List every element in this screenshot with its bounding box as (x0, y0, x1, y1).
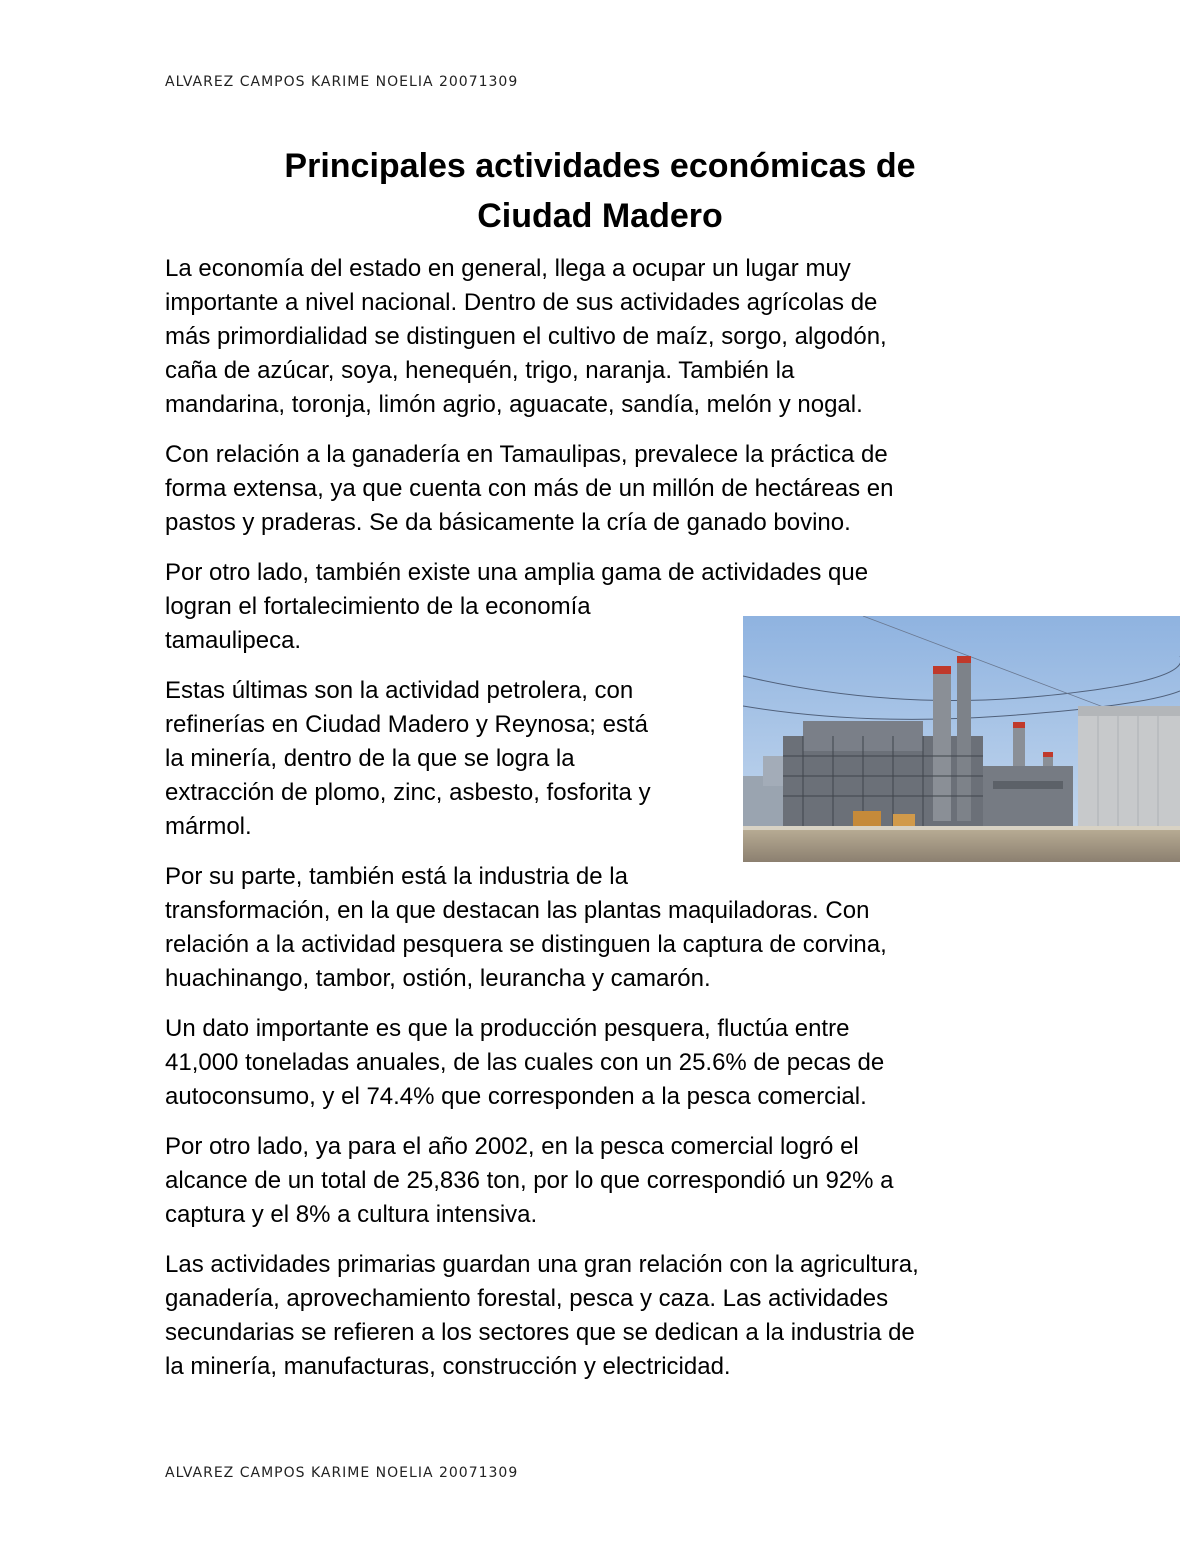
text-line: Con relación a la ganadería en Tamaulipas, prevalece la práctica de (165, 441, 888, 468)
text-line: mármol. (165, 813, 252, 840)
text-line: caña de azúcar, soya, henequén, trigo, naranja. También la (165, 357, 795, 384)
text-line: más primordialidad se distinguen el cultivo de maíz, sorgo, algodón, (165, 323, 887, 350)
paragraph-fishing-production (165, 1012, 1065, 1114)
text-line: refinerías en Ciudad Madero y Reynosa; está (165, 711, 648, 738)
text-line: importante a nivel nacional. Dentro de sus actividades agrícolas de (165, 289, 878, 316)
text-line: transformación, en la que destacan las plantas maquiladoras. Con (165, 897, 870, 924)
text-line: secundarias se refieren a los sectores que se dedican a la industria de (165, 1319, 915, 1346)
text-line: relación a la actividad pesquera se distinguen la captura de corvina, (165, 931, 887, 958)
text-line: pastos y praderas. Se da básicamente la cría de ganado bovino. (165, 509, 851, 536)
text-line: ganadería, aprovechamiento forestal, pesca y caza. Las actividades (165, 1285, 889, 1312)
text-line: tamaulipeca. (165, 627, 302, 654)
document-title (140, 141, 1060, 241)
title-line-2: Ciudad Madero (477, 197, 723, 235)
text-line: Por su parte, también está la industria de la (165, 863, 628, 890)
text-line: captura y el 8% a cultura intensiva. (165, 1201, 538, 1228)
text-line: Un dato importante es que la producción pesquera, fluctúa entre (165, 1015, 850, 1042)
text-line: La economía del estado en general, llega a ocupar un lugar muy (165, 255, 851, 282)
paragraph-commercial-fishing-2002 (165, 1130, 1065, 1232)
paragraph-sectors (165, 1248, 1065, 1384)
page-footer: ALVAREZ CAMPOS KARIME NOELIA 20071309 (165, 1465, 519, 1481)
text-line: logran el fortalecimiento de la economía (165, 593, 591, 620)
refinery-photo (743, 616, 1180, 862)
text-line: huachinango, tambor, ostión, leurancha y camarón. (165, 965, 711, 992)
text-line: Por otro lado, ya para el año 2002, en la pesca comercial logró el (165, 1133, 859, 1160)
text-line: alcance de un total de 25,836 ton, por lo que correspondió un 92% a (165, 1167, 894, 1194)
text-line: 41,000 toneladas anuales, de las cuales con un 25.6% de pecas de (165, 1049, 885, 1076)
text-line: extracción de plomo, zinc, asbesto, fosforita y (165, 779, 651, 806)
text-line: la minería, manufacturas, construcción y electricidad. (165, 1353, 731, 1380)
text-line: Estas últimas son la actividad petrolera, con (165, 677, 634, 704)
text-line: Las actividades primarias guardan una gran relación con la agricultura, (165, 1251, 919, 1278)
paragraph-livestock (165, 438, 1065, 540)
text-line: mandarina, toronja, limón agrio, aguacate, sandía, melón y nogal. (165, 391, 863, 418)
paragraph-industry-fishing (165, 860, 1065, 996)
text-line: forma extensa, ya que cuenta con más de un millón de hectáreas en (165, 475, 894, 502)
page-header: ALVAREZ CAMPOS KARIME NOELIA 20071309 (165, 74, 519, 90)
paragraph-agriculture (165, 252, 1065, 422)
title-line-1: Principales actividades económicas de (284, 147, 916, 185)
text-line: la minería, dentro de la que se logra la (165, 745, 575, 772)
text-line: Por otro lado, también existe una amplia gama de actividades que (165, 559, 869, 586)
text-line: autoconsumo, y el 74.4% que corresponden a la pesca comercial. (165, 1083, 867, 1110)
